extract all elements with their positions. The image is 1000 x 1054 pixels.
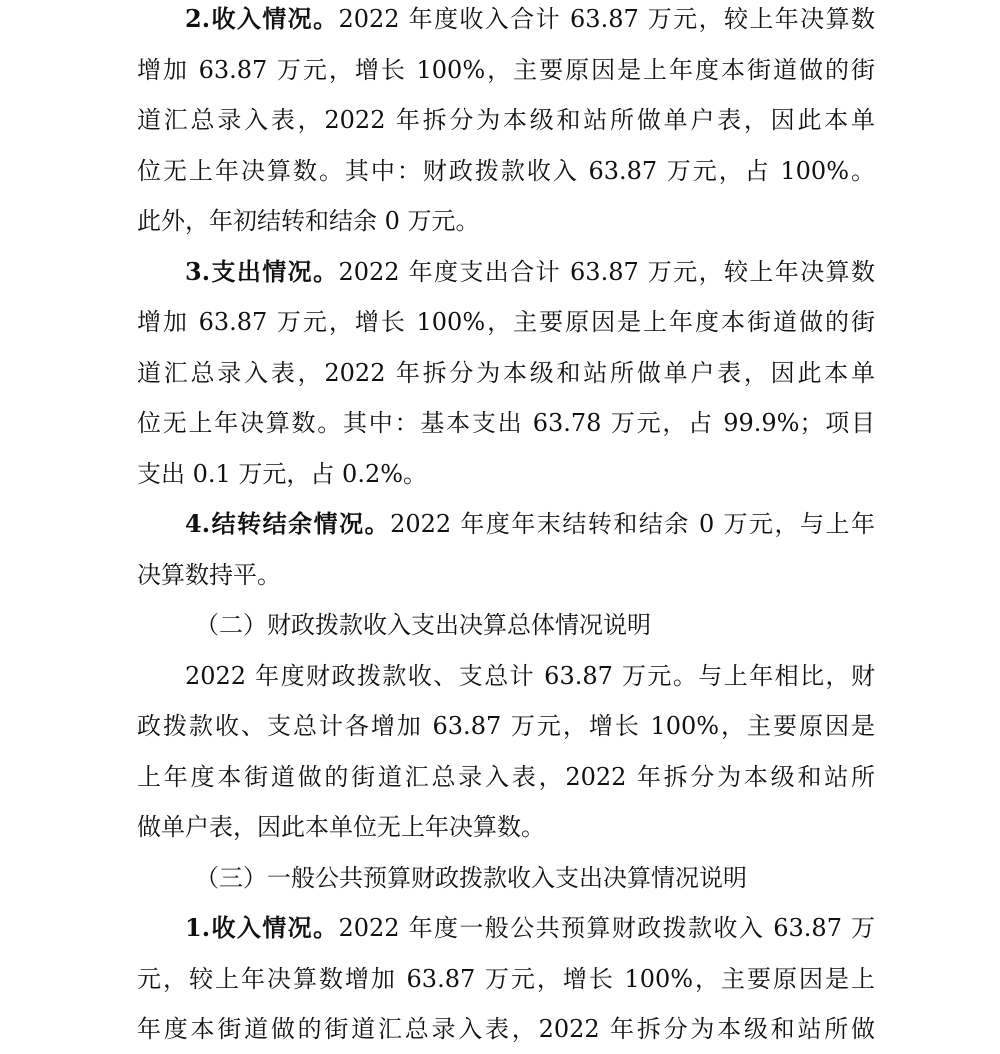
- paragraph-line: [137, 297, 875, 347]
- paragraph-text: 位无上年决算数。其中：财政拨款收入 63.87 万元，占 100%。: [137, 157, 875, 185]
- paragraph-text: 政拨款收、支总计各增加 63.87 万元，增长 100%，主要原因是: [137, 712, 875, 740]
- paragraph-text: 增加 63.87 万元，增长 100%，主要原因是上年度本街道做的街: [137, 56, 875, 84]
- paragraph-text: 做单户表，因此本单位无上年决算数。: [137, 813, 545, 841]
- section-heading: [195, 600, 875, 650]
- paragraph-line: [137, 1004, 875, 1054]
- section-heading: [195, 853, 875, 903]
- paragraph-line: [137, 146, 875, 196]
- paragraph-line: [185, 651, 875, 701]
- paragraph-text: 道汇总录入表，2022 年拆分为本级和站所做单户表，因此本单: [137, 106, 875, 134]
- paragraph-line: [185, 0, 875, 44]
- paragraph-line: [137, 752, 875, 802]
- paragraph-line: [137, 45, 875, 95]
- paragraph-text: 决算数持平。: [137, 561, 281, 589]
- paragraph-line: [185, 903, 875, 953]
- paragraph-line: [137, 348, 875, 398]
- paragraph-lead: 4.结转结余情况。: [185, 509, 391, 538]
- paragraph-lead: 2.收入情况。: [185, 4, 339, 33]
- paragraph-text: 增加 63.87 万元，增长 100%，主要原因是上年度本街道做的街: [137, 308, 875, 336]
- paragraph-lead: 3.支出情况。: [185, 257, 339, 286]
- paragraph-text: 位无上年决算数。其中：基本支出 63.78 万元，占 99.9%；项目: [137, 409, 875, 437]
- paragraph-text: 2022 年度支出合计 63.87 万元，较上年决算数: [338, 258, 876, 286]
- paragraph-line: [137, 398, 875, 448]
- paragraph-line: [137, 802, 875, 852]
- paragraph-line: [185, 247, 875, 297]
- paragraph-line: [137, 550, 875, 600]
- paragraph-line: [185, 499, 875, 549]
- paragraph-text: 2022 年度财政拨款收、支总计 63.87 万元。与上年相比，财: [185, 662, 875, 690]
- paragraph-line: [137, 701, 875, 751]
- paragraph-line: [137, 449, 875, 499]
- paragraph-text: 2022 年度一般公共预算财政拨款收入 63.87 万: [338, 914, 876, 942]
- paragraph-text: 道汇总录入表，2022 年拆分为本级和站所做单户表，因此本单: [137, 359, 875, 387]
- paragraph-text: 元，较上年决算数增加 63.87 万元，增长 100%，主要原因是上: [137, 965, 875, 993]
- paragraph-text: 2022 年度年末结转和结余 0 万元，与上年: [390, 510, 875, 538]
- paragraph-line: [137, 196, 875, 246]
- paragraph-lead: 1.收入情况。: [185, 913, 339, 942]
- paragraph-text: （二）财政拨款收入支出决算总体情况说明: [195, 611, 651, 639]
- paragraph-line: [137, 95, 875, 145]
- paragraph-text: 2022 年度收入合计 63.87 万元，较上年决算数: [338, 5, 876, 33]
- paragraph-text: 年度本街道做的街道汇总录入表，2022 年拆分为本级和站所做: [137, 1015, 875, 1043]
- paragraph-text: 上年度本街道做的街道汇总录入表，2022 年拆分为本级和站所: [137, 763, 875, 791]
- paragraph-text: （三）一般公共预算财政拨款收入支出决算情况说明: [195, 864, 747, 892]
- paragraph-text: 支出 0.1 万元，占 0.2%。: [137, 460, 428, 488]
- paragraph-text: 此外，年初结转和结余 0 万元。: [137, 207, 480, 235]
- paragraph-line: [137, 954, 875, 1004]
